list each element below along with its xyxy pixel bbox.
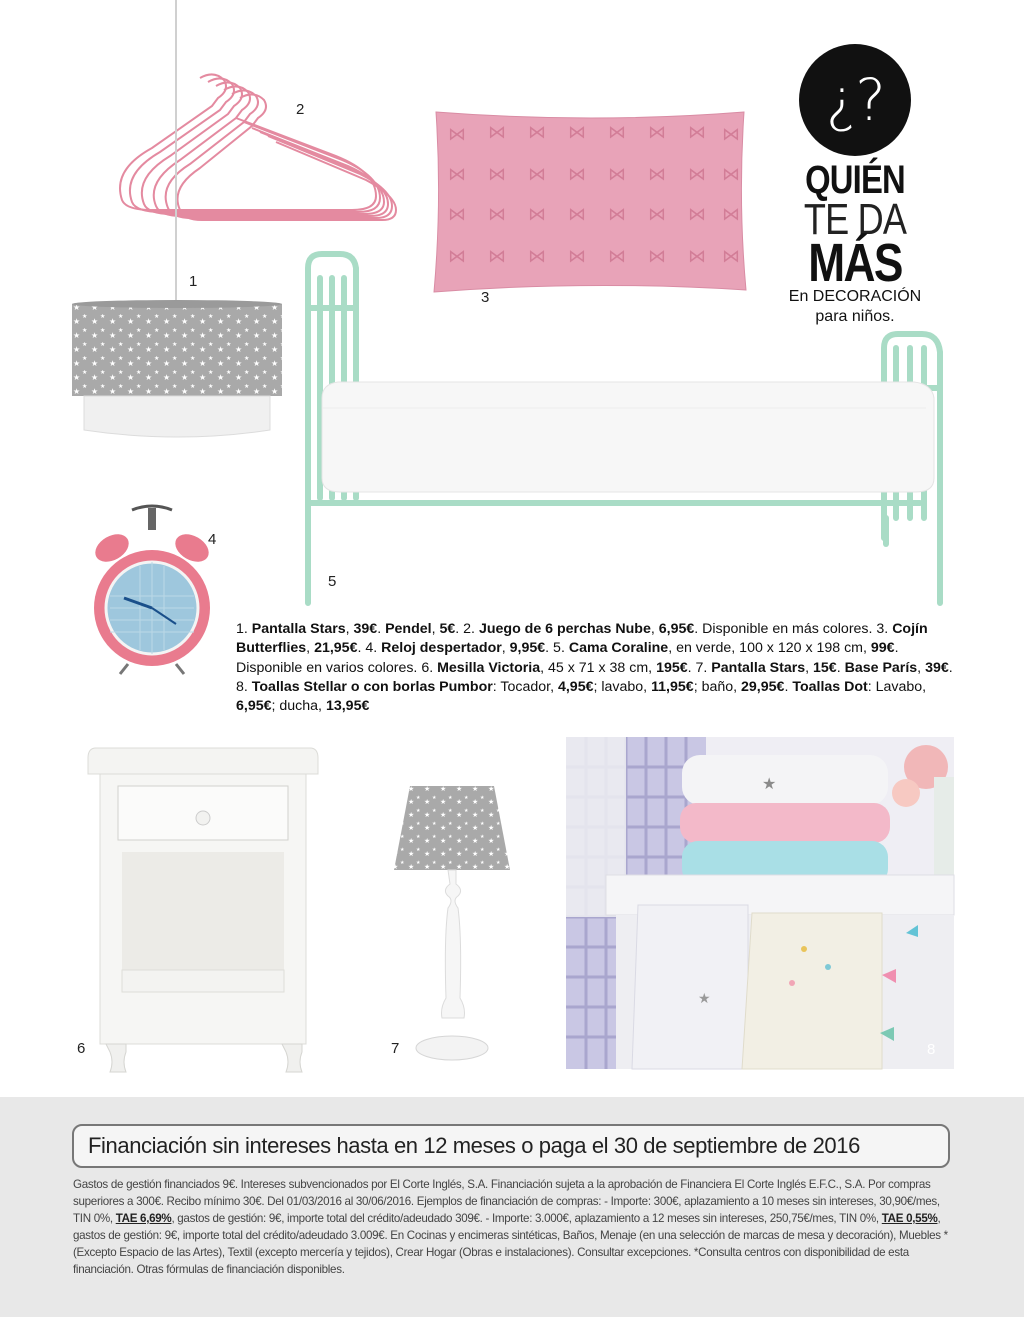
product-name: Toallas Stellar o con borlas Pumbor	[251, 678, 493, 695]
subtitle-line-1: En DECORACIÓN	[788, 288, 922, 305]
svg-text:⋈: ⋈	[448, 164, 466, 185]
hangers-image	[108, 70, 398, 220]
product-price: 21,95€	[314, 640, 358, 657]
svg-text:⋈: ⋈	[488, 246, 506, 267]
financing-banner	[72, 1124, 950, 1168]
product-price: 6,95€	[658, 621, 695, 637]
product-name: Cama Coraline	[568, 640, 669, 657]
legal-text-part: , gastos de gestión: 9€, importe total del crédito/adeudado 3.009€. En Cocinas y encimeras sintéticas, Baños, Menaje (en una selección de marcas de mesa y decoración), Muebles *(Excepto Espacio de las Artes), Textil (excepto mercería y tejidos), Crear Hogar (Obras e instalaciones). Consultar excepciones. *Consulta centros con disponibilidad de esta financiación. Otras fórmulas de financiación disponibles.	[73, 1212, 948, 1276]
svg-text:⋈: ⋈	[448, 246, 466, 267]
svg-text:⋈: ⋈	[568, 246, 586, 267]
tae-rate: TAE 6,69%	[115, 1212, 172, 1225]
svg-text:⋈: ⋈	[648, 204, 666, 225]
svg-text:⋈: ⋈	[528, 164, 546, 185]
product-price: 13,95€	[325, 698, 370, 715]
svg-text:⋈: ⋈	[688, 164, 706, 185]
svg-text:⋈: ⋈	[568, 164, 586, 185]
svg-text:⋈: ⋈	[648, 246, 666, 267]
caption-text: ; lavabo,	[593, 678, 652, 695]
pendant-lampshade-image	[70, 300, 284, 442]
product-name: Reloj despertador	[381, 640, 502, 657]
caption-text: , en verde, 100 x 120 x 198 cm,	[668, 640, 871, 657]
product-caption	[236, 620, 966, 716]
product-name: Pendel	[385, 621, 432, 637]
product-price: 29,95€	[741, 678, 785, 695]
caption-text: .	[836, 659, 845, 676]
caption-text: . 7.	[687, 659, 712, 676]
table-lamp-image	[390, 782, 514, 1068]
svg-text:⋈: ⋈	[608, 122, 626, 143]
product-price: 39€	[925, 659, 949, 676]
svg-text:⋈: ⋈	[722, 164, 740, 185]
svg-text:⋈: ⋈	[648, 164, 666, 185]
caption-text: . Disponible en más colores. 3.	[694, 621, 893, 637]
svg-text:★: ★	[698, 991, 711, 1007]
tae-rate: TAE 0,55%	[881, 1212, 938, 1225]
product-name: Cojín Butterflies	[236, 621, 928, 657]
item-number-2: 2	[296, 101, 305, 118]
item-number-8: 8	[927, 1041, 936, 1058]
svg-text:⋈: ⋈	[448, 204, 466, 225]
item-number-1: 1	[189, 273, 198, 290]
product-price: 15€	[813, 659, 837, 676]
svg-text:⋈: ⋈	[608, 204, 626, 225]
product-price: 9,95€	[509, 640, 546, 657]
caption-text: ,	[917, 659, 926, 676]
product-price: 99€	[870, 640, 895, 657]
title-te-da: TE DA	[803, 195, 907, 244]
caption-text: ; baño,	[693, 678, 742, 695]
caption-text: . 4.	[357, 640, 382, 657]
svg-text:⋈: ⋈	[568, 204, 586, 225]
caption-text: ; ducha,	[271, 698, 326, 715]
legal-text-part: , gastos de gestión: 9€, importe total del crédito/adeudado 309€. - Importe: 3.000€, aplazamiento a 12 meses sin intereses, 250,75€/mes, TIN 0%,	[171, 1212, 882, 1225]
caption-text: . Disponible en varios colores. 6.	[236, 640, 899, 676]
caption-text: : Tocador,	[492, 678, 558, 695]
legal-text-part: Gastos de gestión financiados 9€. Intereses subvencionados por El Corte Inglés, S.A. Financiación sujeta a la aprobación de Financiera El Corte Inglés E.F.C., S.A. Por compras superiores a 300€. Recibo mínimo 30€. Del 01/03/2016 al 30/06/2016. Ejemplos de financiación de compras: - Importe: 300€, aplazamiento a 10 meses sin intereses, 30,90€/mes, TIN 0%,	[73, 1178, 940, 1225]
svg-text:⋈: ⋈	[688, 122, 706, 143]
svg-text:⋈: ⋈	[648, 122, 666, 143]
item-number-3: 3	[481, 289, 490, 306]
product-name: Juego de 6 perchas Nube	[478, 621, 651, 637]
bed-image	[300, 248, 956, 608]
product-price: 4,95€	[557, 678, 594, 695]
product-price: 195€	[656, 659, 688, 676]
product-name: Base París	[844, 659, 918, 676]
svg-text:⋈: ⋈	[688, 204, 706, 225]
subtitle-line-2: para niños.	[815, 308, 895, 325]
svg-text:⋈: ⋈	[528, 204, 546, 225]
title-quien: QUIÉN	[805, 158, 905, 202]
caption-text: ,	[650, 621, 659, 637]
item-number-6: 6	[77, 1040, 86, 1057]
item-number-7: 7	[391, 1040, 400, 1057]
product-price: 5€	[439, 621, 456, 637]
svg-text:⋈: ⋈	[488, 164, 506, 185]
caption-text: , 45 x 71 x 38 cm,	[540, 659, 657, 676]
legal-text	[73, 1176, 953, 1278]
caption-text: ,	[805, 659, 814, 676]
item-number-4: 4	[208, 531, 217, 548]
product-price: 6,95€	[236, 698, 272, 715]
product-name: Pantalla Stars	[711, 659, 806, 676]
svg-text:⋈: ⋈	[528, 122, 546, 143]
item-number-5: 5	[328, 573, 337, 590]
caption-text: ,	[345, 621, 354, 637]
pendant-cord	[175, 0, 177, 300]
svg-text:★: ★	[762, 774, 777, 793]
svg-text:⋈: ⋈	[448, 124, 466, 145]
caption-text: . 2.	[455, 621, 479, 637]
svg-text:⋈: ⋈	[488, 204, 506, 225]
product-price: 39€	[353, 621, 378, 637]
caption-text: ,	[306, 640, 315, 657]
product-name: Mesilla Victoria	[437, 659, 541, 676]
nightstand-image	[86, 746, 320, 1080]
alarm-clock-image	[90, 504, 217, 676]
product-price: 11,95€	[651, 678, 694, 695]
caption-text: : Lavabo,	[867, 678, 927, 695]
caption-text: ,	[431, 621, 440, 637]
svg-text:⋈: ⋈	[608, 246, 626, 267]
product-name: Toallas Dot	[792, 678, 868, 695]
caption-text: 1.	[236, 621, 252, 637]
caption-text: . 8.	[236, 659, 953, 695]
caption-text: .	[377, 621, 386, 637]
svg-text:⋈: ⋈	[608, 164, 626, 185]
caption-text: . 5.	[545, 640, 569, 657]
svg-text:⋈: ⋈	[688, 246, 706, 267]
svg-text:⋈: ⋈	[722, 124, 740, 145]
question-badge: ¿?	[799, 44, 911, 156]
svg-text:⋈: ⋈	[722, 204, 740, 225]
product-name: Pantalla Stars	[251, 621, 346, 637]
caption-text: ,	[501, 640, 510, 657]
title-mas: MÁS	[808, 233, 902, 293]
svg-text:⋈: ⋈	[722, 246, 740, 267]
svg-text:⋈: ⋈	[488, 122, 506, 143]
svg-text:⋈: ⋈	[568, 122, 586, 143]
caption-text: .	[784, 678, 793, 695]
svg-text:⋈: ⋈	[528, 246, 546, 267]
towels-photo	[566, 737, 954, 1069]
financing-title: Financiación sin intereses hasta en 12 meses o paga el 30 de septiembre de 2016	[88, 1133, 860, 1158]
